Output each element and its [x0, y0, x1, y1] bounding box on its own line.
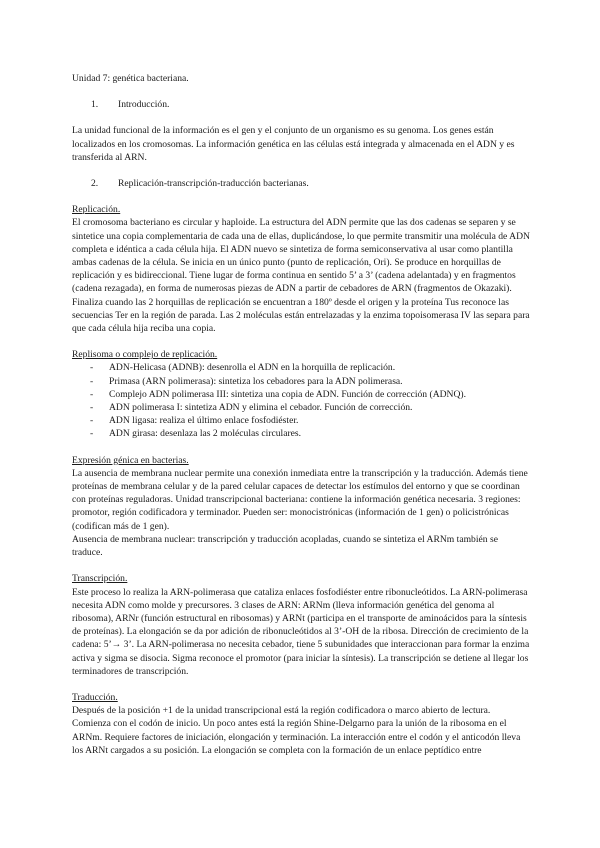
- traduccion-heading: Traducción.: [72, 691, 118, 703]
- document-title: Unidad 7: genética bacteriana.: [72, 73, 189, 84]
- replicacion-heading: Replicación.: [72, 204, 121, 216]
- dash-bullet: -: [90, 375, 94, 387]
- replisoma-heading: Replisoma o complejo de replicación.: [72, 349, 218, 361]
- section-label: Introducción.: [118, 99, 170, 111]
- section-heading-replicacion-transcripcion: [91, 177, 530, 190]
- replicacion-section: [72, 203, 530, 335]
- list-item-text: ADN polimerasa I: sintetiza ADN y elimina el cebador. Función de corrección.: [109, 402, 413, 414]
- list-item: [72, 388, 530, 401]
- replisoma-section: [72, 348, 530, 440]
- document-body: [72, 72, 530, 770]
- replisoma-list: [72, 361, 530, 440]
- section-number: 1.: [91, 99, 99, 111]
- section-heading-introduccion: [91, 98, 530, 111]
- transcripcion-paragraph: Este proceso lo realiza la ARN-polimerasa que cataliza enlaces fosfodiéster entre ribonucleótidos. La ARN-polimerasa necesita ADN como molde y precursores. 3 clases de ARN: ARNm (lleva información genética del genoma al ribosoma), ARNr (función estructural en ribosomas) y ARNt (participa en el transporte de aminoácidos para la síntesis de proteínas). La elongación se da por adición de ribonucleótidos al 3’-OH de la ribosa. Dirección de crecimiento de la cadena: 5’→ 3’. La ARN-polimerasa no necesita cebador, tiene 5 subunidades que interaccionan para formar la enzima activa y sigma se disocia. Sigma reconoce el promotor (para iniciar la síntesis). La transcripción se detiene al llegar los terminadores de transcripción.: [72, 586, 530, 677]
- introduccion-paragraph: La unidad funcional de la información es el gen y el conjunto de un organismo es su genoma. Los genes están localizados en los cromosomas. La información genética en las células está integrada y almacenada en el ADN y es transferida al ARN.: [72, 125, 515, 163]
- dash-bullet: -: [90, 428, 94, 440]
- dash-bullet: -: [90, 415, 94, 427]
- list-item-text: Primasa (ARN polimerasa): sintetiza los cebadores para la ADN polimerasa.: [109, 375, 403, 387]
- list-item: [72, 375, 530, 388]
- transcripcion-heading: Transcripción.: [72, 573, 128, 585]
- expresion-heading: Expresión génica en bacterias.: [72, 454, 189, 466]
- list-item-text: ADN-Helicasa (ADNB): desenrolla el ADN en la horquilla de replicación.: [109, 362, 396, 374]
- list-item-text: ADN girasa: desenlaza las 2 moléculas circulares.: [109, 428, 302, 440]
- list-item: [72, 414, 530, 427]
- traduccion-section: [72, 691, 530, 757]
- list-item: [72, 427, 530, 440]
- dash-bullet: -: [90, 388, 94, 400]
- transcripcion-section: [72, 572, 530, 678]
- replicacion-paragraph: El cromosoma bacteriano es circular y haploide. La estructura del ADN permite que las dos cadenas se separen y se sintetice una copia complementaria de cada una de ellas, duplicándose, lo que permite transmitir una molécula de ADN completa e idéntica a cada célula hija. El ADN nuevo se sintetiza de forma semiconservativa al usar como plantilla ambas cadenas de la célula. Se inicia en un único punto (punto de replicación, Ori). Se produce en horquillas de replicación y es bidireccional. Tiene lugar de forma continua en sentido 5’ a 3’ (cadena adelantada) y en fragmentos (cadena rezagada), en forma de numerosas piezas de ADN a partir de cebadores de ARN (fragmentos de Okazaki). Finaliza cuando las 2 horquillas de replicación se encuentran a 180º desde el origen y la proteína Tus reconoce las secuencias Ter en la región de parada. Las 2 moléculas están entrelazadas y la enzima topoisomerasa IV las separa para que cada célula hija reciba una copia.: [72, 217, 530, 335]
- section-label: Replicación-transcripción-traducción bacterianas.: [118, 178, 309, 190]
- list-item-text: Complejo ADN polimerasa III: sintetiza una copia de ADN. Función de corrección (ADNQ).: [109, 388, 467, 400]
- expresion-section: [72, 454, 530, 560]
- expresion-paragraph: La ausencia de membrana nuclear permite una conexión inmediata entre la transcripción y la traducción. Además tiene proteínas de membrana celular y de la pared celular capaces de detectar los estímulos del entorno y que se coordinan con proteínas reguladoras. Unidad transcripcional bacteriana: contiene la información genética necesaria. 3 regiones: promotor, región codificadora y terminador. Pueden ser: monocistrónicas (información de 1 gen) o policistrónicas (codifican más de 1 gen).: [72, 467, 528, 532]
- expresion-paragraph-2: Ausencia de membrana nuclear: transcripción y traducción acopladas, cuando se sintetiza el ARNm también se traduce.: [72, 533, 498, 559]
- list-item-text: ADN ligasa: realiza el último enlace fosfodiéster.: [109, 415, 299, 427]
- list-item: [72, 361, 530, 374]
- list-item: [72, 401, 530, 414]
- dash-bullet: -: [90, 362, 94, 374]
- section-number: 2.: [91, 178, 99, 190]
- traduccion-paragraph: Después de la posición +1 de la unidad transcripcional está la región codificadora o marco abierto de lectura. Comienza con el codón de inicio. Un poco antes está la región Shine-Delgarno para la unión de la ribosoma en el ARNm. Requiere factores de iniciación, elongación y terminación. La interacción entre el codón y el anticodón lleva los ARNt cargados a su posición. La elongación se completa con la formación de un enlace peptídico entre: [72, 705, 521, 756]
- dash-bullet: -: [90, 402, 94, 414]
